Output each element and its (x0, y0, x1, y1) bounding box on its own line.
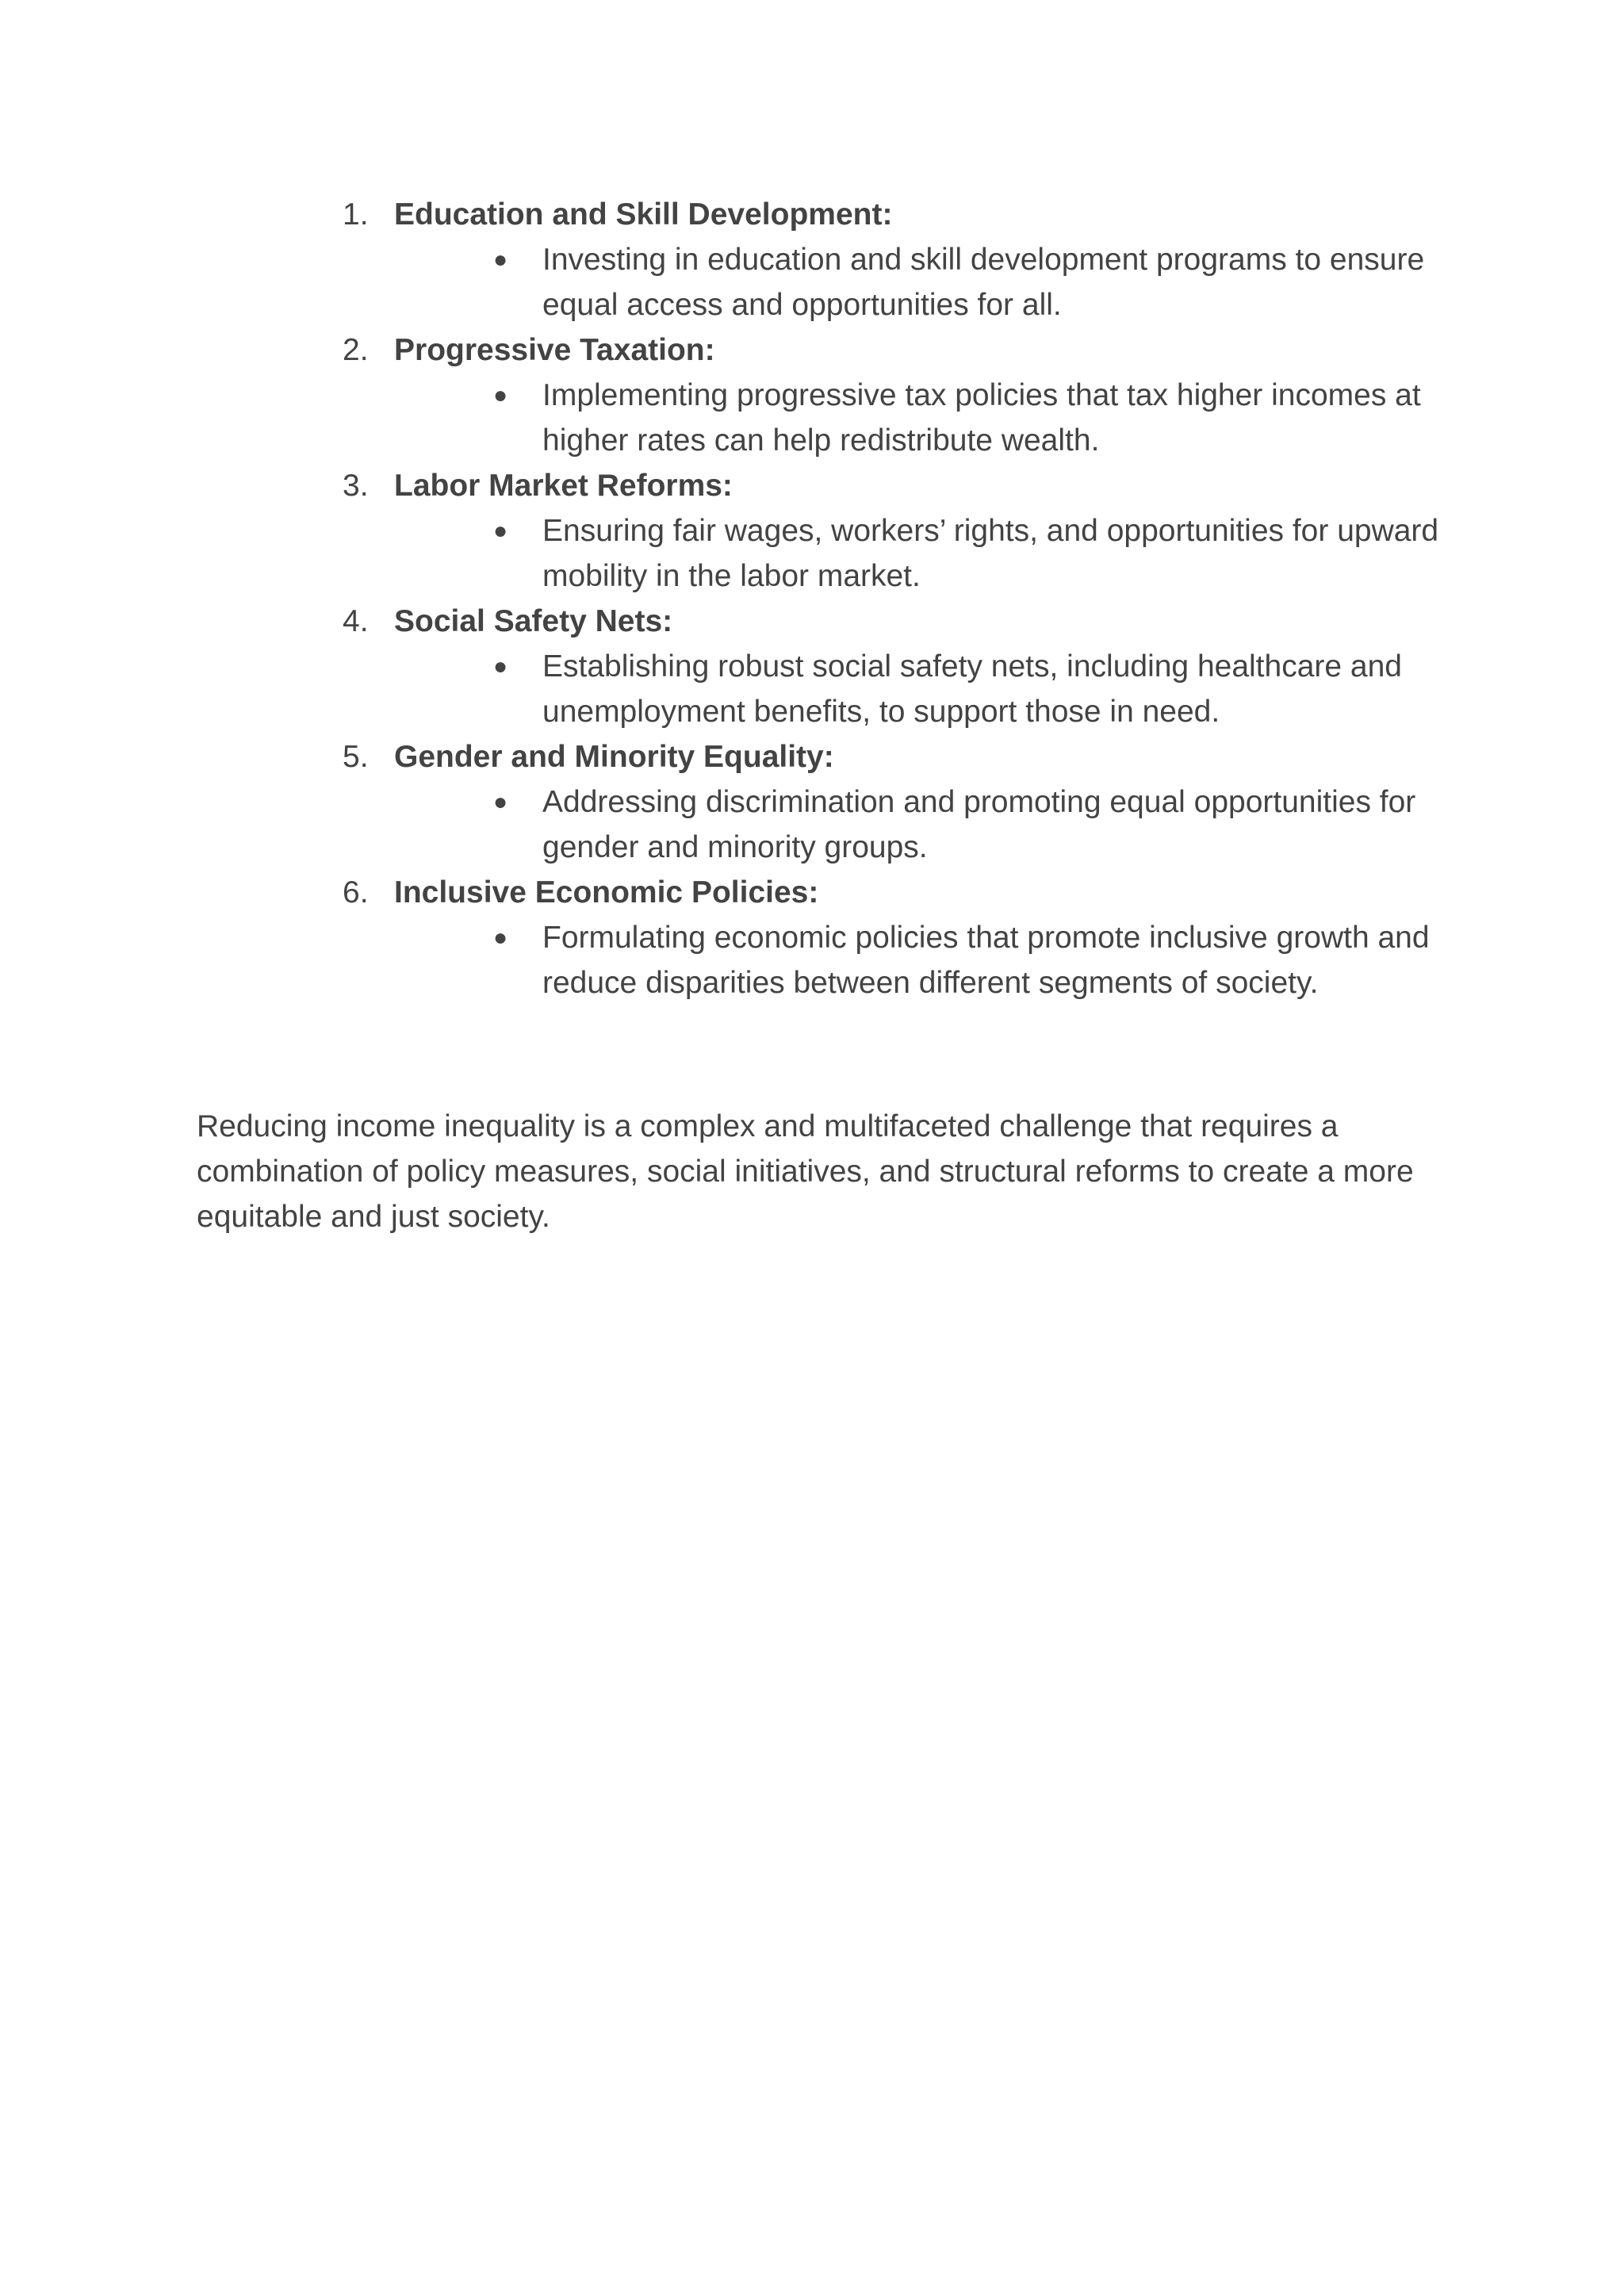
list-item-title: Social Safety Nets: (394, 604, 673, 638)
closing-paragraph: Reducing income inequality is a complex and multifaceted challenge that requires a combination of policy measures, social initiatives, and structural reforms to create a more equitable and just society. (197, 1109, 1414, 1234)
list-item-heading (0, 734, 1624, 779)
sub-bullet-text: Implementing progressive tax policies that tax higher incomes at higher rates can help redistribute wealth. (542, 378, 1421, 458)
sub-bullet (0, 779, 1624, 870)
list-item-heading (0, 599, 1624, 644)
sub-bullet (0, 237, 1624, 327)
bullet-dot-icon: ● (493, 925, 508, 951)
list-item (0, 734, 1624, 870)
sub-bullet-text: Ensuring fair wages, workers’ rights, and opportunities for upward mobility in the labor market. (542, 514, 1439, 593)
list-item-number: 4. (343, 604, 369, 638)
sub-bullet-text: Investing in education and skill development programs to ensure equal access and opportunities for all. (542, 243, 1425, 322)
sub-bullet-text: Establishing robust social safety nets, including healthcare and unemployment benefits, to support those in need. (542, 649, 1402, 729)
list-item (0, 327, 1624, 463)
bullet-dot-icon: ● (493, 789, 508, 815)
sub-bullet (0, 373, 1624, 463)
bullet-dot-icon: ● (493, 653, 508, 680)
list-item-title: Labor Market Reforms: (394, 469, 733, 503)
list-item-heading (0, 327, 1624, 373)
list-item-number: 6. (343, 875, 369, 910)
bullet-dot-icon: ● (493, 382, 508, 408)
list-item-heading (0, 463, 1624, 508)
list-item-title: Gender and Minority Equality: (394, 740, 834, 774)
list-item-title: Inclusive Economic Policies: (394, 875, 819, 910)
sub-bullet (0, 915, 1624, 1005)
sub-bullet-text: Formulating economic policies that promote inclusive growth and reduce disparities between different segments of society. (542, 921, 1430, 1000)
sub-bullet (0, 508, 1624, 599)
bullet-dot-icon: ● (493, 247, 508, 273)
list-item (0, 192, 1624, 327)
numbered-list (0, 192, 1624, 1005)
list-item-heading (0, 192, 1624, 237)
bullet-dot-icon: ● (493, 518, 508, 544)
list-item-number: 5. (343, 740, 369, 774)
list-item-title: Education and Skill Development: (394, 197, 893, 232)
list-item (0, 870, 1624, 1005)
list-item-number: 2. (343, 333, 369, 367)
list-item-title: Progressive Taxation: (394, 333, 715, 367)
list-item-heading (0, 870, 1624, 915)
sub-bullet (0, 644, 1624, 734)
list-item-number: 1. (343, 197, 369, 232)
list-item-number: 3. (343, 469, 369, 503)
list-item (0, 463, 1624, 599)
list-item (0, 599, 1624, 734)
sub-bullet-text: Addressing discrimination and promoting equal opportunities for gender and minority groups. (542, 785, 1416, 864)
